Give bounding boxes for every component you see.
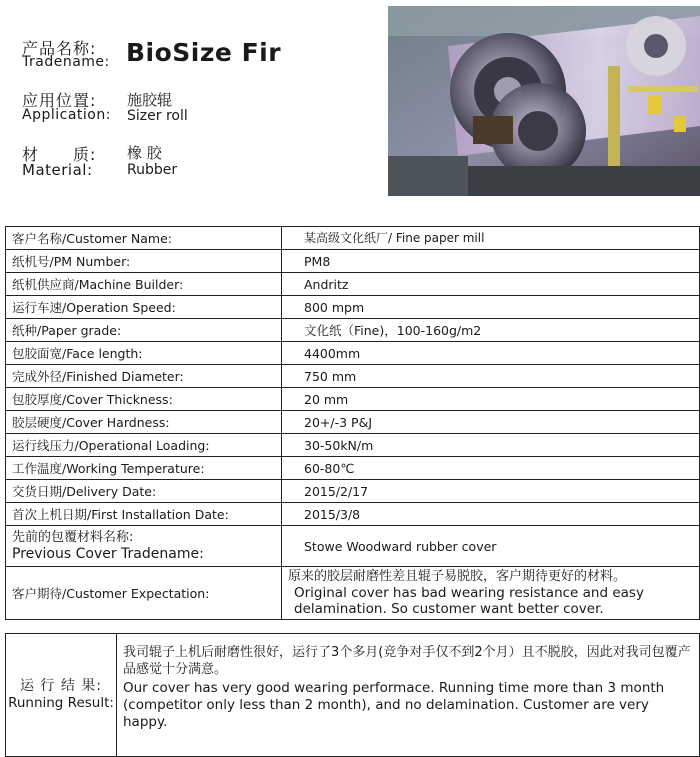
tradename-label-en: Tradename: [22, 54, 110, 70]
running-result-cn: 我司辊子上机后耐磨性很好，运行了3个多月(竞争对手仅不到2个月）且不脱胶，因此对我司包覆产品感觉十分满意。 [123, 645, 691, 677]
application-value-en: Sizer roll [127, 108, 188, 124]
running-result-table [5, 633, 700, 757]
paper-grade-label: 纸种/Paper grade: [6, 319, 282, 342]
finished-diameter-label: 完成外径/Finished Diameter: [6, 365, 282, 388]
table-row [6, 319, 700, 342]
table-row [6, 503, 700, 526]
material-label-cn: 材 质: [22, 145, 97, 164]
tradename-value: BioSize Fir [126, 38, 282, 67]
previous-cover-label-cn: 先前的包覆材料名称: [12, 530, 134, 545]
application-label-en: Application: [22, 107, 111, 123]
table-row [6, 273, 700, 296]
table-row [6, 365, 700, 388]
table-row [6, 434, 700, 457]
finished-diameter-value: 750 mm [282, 365, 700, 388]
delivery-date-value: 2015/2/17 [282, 480, 700, 503]
customer-name-label: 客户名称/Customer Name: [6, 227, 282, 250]
customer-name-value: 某高级文化纸厂/ Fine paper mill [282, 227, 700, 250]
previous-cover-value: Stowe Woodward rubber cover [282, 526, 700, 567]
machine-builder-value: Andritz [282, 273, 700, 296]
sizer-roll-photo [388, 6, 700, 196]
cover-thickness-label: 包胶厚度/Cover Thickness: [6, 388, 282, 411]
customer-expectation-cn: 原来的胶层耐磨性差且辊子易脱胶，客户期待更好的材料。 [288, 569, 627, 584]
running-result-label-en: Running Result: [8, 695, 114, 711]
pm-number-value: PM8 [282, 250, 700, 273]
cover-hardness-value: 20+/-3 P&J [282, 411, 700, 434]
face-length-label: 包胶面宽/Face length: [6, 342, 282, 365]
face-length-value: 4400mm [282, 342, 700, 365]
customer-expectation-value [282, 567, 700, 620]
table-row [6, 457, 700, 480]
table-row [6, 388, 700, 411]
operational-loading-label: 运行线压力/Operational Loading: [6, 434, 282, 457]
spec-table [5, 226, 700, 620]
table-row [6, 411, 700, 434]
tradename-label-cn: 产品名称: [22, 39, 97, 58]
customer-expectation-en: Original cover has bad wearing resistance and easy delamination. So customer want better cover. [294, 585, 644, 617]
running-result-text [117, 634, 700, 757]
material-value-cn: 橡 胶 [127, 144, 162, 162]
table-row [6, 250, 700, 273]
running-result-label [6, 634, 117, 757]
table-row [6, 634, 700, 757]
application-value-cn: 施胶辊 [127, 91, 173, 109]
operation-speed-label: 运行车速/Operation Speed: [6, 296, 282, 319]
pm-number-label: 纸机号/PM Number: [6, 250, 282, 273]
first-installation-date-value: 2015/3/8 [282, 503, 700, 526]
table-row [6, 342, 700, 365]
delivery-date-label: 交货日期/Delivery Date: [6, 480, 282, 503]
working-temperature-value: 60-80℃ [282, 457, 700, 480]
machine-builder-label: 纸机供应商/Machine Builder: [6, 273, 282, 296]
running-result-label-cn: 运 行 结 果: [19, 678, 103, 694]
running-result-en: Our cover has very good wearing performace. Running time more than 3 month (competitor only less than 2 month), and no delamination. Customer are very happy. [123, 680, 665, 730]
operational-loading-value: 30-50kN/m [282, 434, 700, 457]
material-label-en: Material: [22, 161, 93, 179]
previous-cover-label-en: Previous Cover Tradename: [12, 546, 204, 562]
table-row [6, 227, 700, 250]
table-row [6, 480, 700, 503]
cover-hardness-label: 胶层硬度/Cover Hardness: [6, 411, 282, 434]
application-label-cn: 应用位置: [22, 91, 97, 110]
first-installation-date-label: 首次上机日期/First Installation Date: [6, 503, 282, 526]
customer-expectation-label: 客户期待/Customer Expectation: [6, 567, 282, 620]
operation-speed-value: 800 mpm [282, 296, 700, 319]
previous-cover-label [6, 526, 282, 567]
table-row [6, 526, 700, 567]
cover-thickness-value: 20 mm [282, 388, 700, 411]
paper-grade-value: 文化纸（Fine)，100-160g/m2 [282, 319, 700, 342]
table-row [6, 567, 700, 620]
working-temperature-label: 工作温度/Working Temperature: [6, 457, 282, 480]
material-value-en: Rubber [127, 162, 178, 178]
table-row [6, 296, 700, 319]
